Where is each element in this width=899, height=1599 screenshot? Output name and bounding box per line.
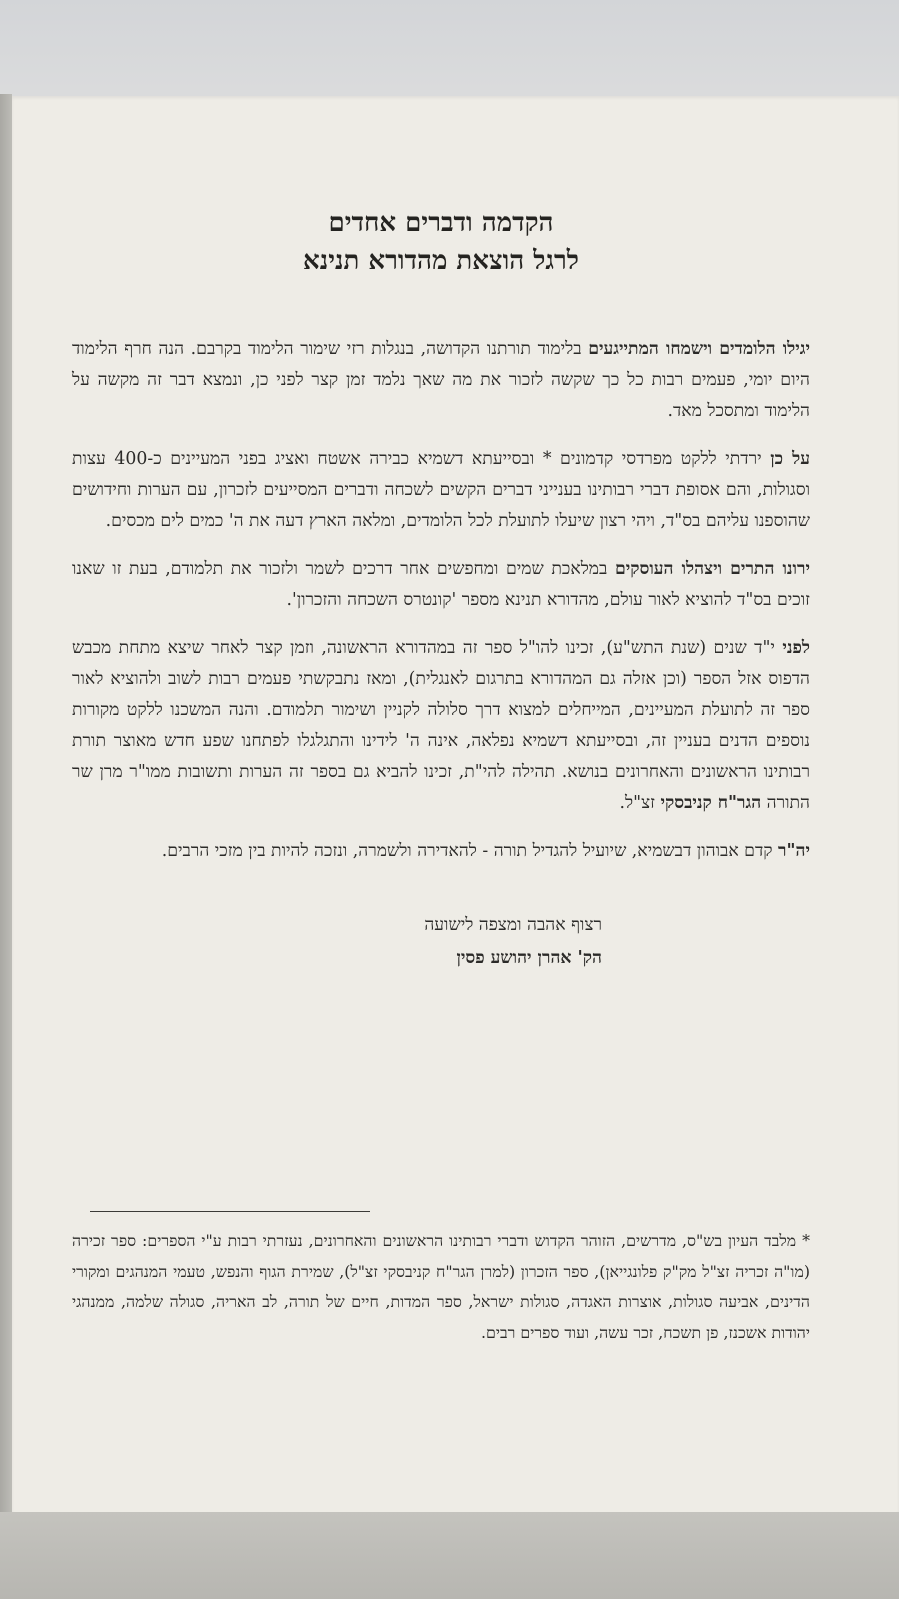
book-spine-edge (0, 94, 12, 1512)
paragraph-5 (72, 836, 810, 867)
paragraph-lead: על כן (770, 449, 810, 469)
paragraph-lead: ירונו התרים ויצהלו העוסקים (614, 559, 810, 579)
paragraph-text: ירדתי ללקט מפרדסי קדמונים * ובסייעתא דשמיא כבירה אשטח ואציג בפני המעיינים כ-400 עצות וסגולות, והם אסופת דברי רבותינו בענייני דברים הקשים לשכחה ודברים המסייעים לזכרון, עם הערות וחידושים שהוספנו עליהם בס"ד, ויהי רצון שיעלו לתועלת לכל הלומדים, ומלאה הארץ דעה את ה' כמים לים מכסים. (72, 449, 810, 531)
paragraph-1 (72, 334, 810, 427)
paragraph-bold-name: הגר"ח קניבסקי (660, 793, 762, 813)
page-content (72, 204, 810, 975)
signature-block (72, 909, 602, 975)
paragraph-4 (72, 633, 810, 819)
paragraph-text: במלאכת שמים ומחפשים אחר דרכים לשמר ולזכור את תלמודם, בעת זו שאנו זוכים בס"ד להוציא לאור עולם, מהדורא תנינא מספר 'קונטרס השכחה והזכרון'. (72, 559, 810, 610)
title-line-1: הקדמה ודברים אחדים (328, 208, 554, 238)
title-block (72, 204, 810, 280)
paragraph-text: בלימוד תורתנו הקדושה, בנגלות רזי שימור הלימוד בקרבם. הנה חרף הלימוד היום יומי, פעמים רבות כל כך שקשה לזכור את מה שאך נלמד זמן קצר לפני כן, ונמצא דבר זה מקשה על הלימוד ומתסכל מאד. (72, 339, 810, 421)
paragraph-2 (72, 444, 810, 537)
paragraph-lead: יגילו הלומדים וישמחו המתייגעים (588, 339, 810, 359)
signature-name: הק' אהרן יהושע פסין (456, 948, 602, 968)
paragraph-text: קדם אבוהון דבשמיא, שיועיל להגדיל תורה - להאדירה ולשמרה, ונזכה להיות בין מזכי הרבים. (161, 841, 779, 861)
signature-line: רצוף אהבה ומצפה לישועה (424, 915, 602, 935)
footnote-divider (90, 1211, 370, 1212)
footnote: * מלבד העיון בש"ס, מדרשים, הזוהר הקדוש ודברי רבותינו הראשונים והאחרונים, נעזרתי רבות ע"י הספרים: ספר זכירה (מו"ה זכריה זצ"ל מק"ק פלונגייאן), ספר הזכרון (למרן הגר"ח קניבסקי זצ"ל), שמירת הגוף והנפש, טעמי המנהגים ומקורי הדינים, אביעה סגולות, אוצרות האגדה, סגולות ישראל, ספר המדות, חיים של תורה, לב האריה, סגולה שלמה, ממנהגי יהודות אשכנז, פן תשכח, זכר עשה, ועוד ספרים רבים. (72, 1231, 810, 1342)
title-line-2: לרגל הוצאת מהדורא תנינא (303, 246, 579, 276)
paragraph-tail: זצ"ל. (619, 793, 661, 813)
paragraph-lead: יה"ר (778, 841, 810, 861)
table-surface (0, 1512, 899, 1599)
paragraph-3 (72, 554, 810, 616)
paragraph-lead: לפני (782, 638, 810, 658)
paragraph-text: י"ד שנים (שנת התש"ע), זכינו להו"ל ספר זה במהדורא הראשונה, וזמן קצר לאחר שיצא מתחת מכבש הדפוס אזל הספר (וכן אזלה גם המהדורא בתרגום לאנגלית), ומאז נתבקשתי פעמים רבות לשוב ולהוציא לאור ספר זה לתועלת המעיינים, המייחלים למצוא דרך סלולה לקניין ושימור תלמודם. והנה המשכנו ללקט מקורות נוספים הדנים בעניין זה, ובסייעתא דשמיא נפלאה, אינה ה' לידינו והתגלגלו לפתחנו שפע חדש מאוצר תורת רבותינו הראשונים והאחרונים בנושא. תהילה להי"ת, זכינו להביא גם בספר זה הערות ותשובות ממו"ר מרן שר התורה (72, 638, 810, 813)
